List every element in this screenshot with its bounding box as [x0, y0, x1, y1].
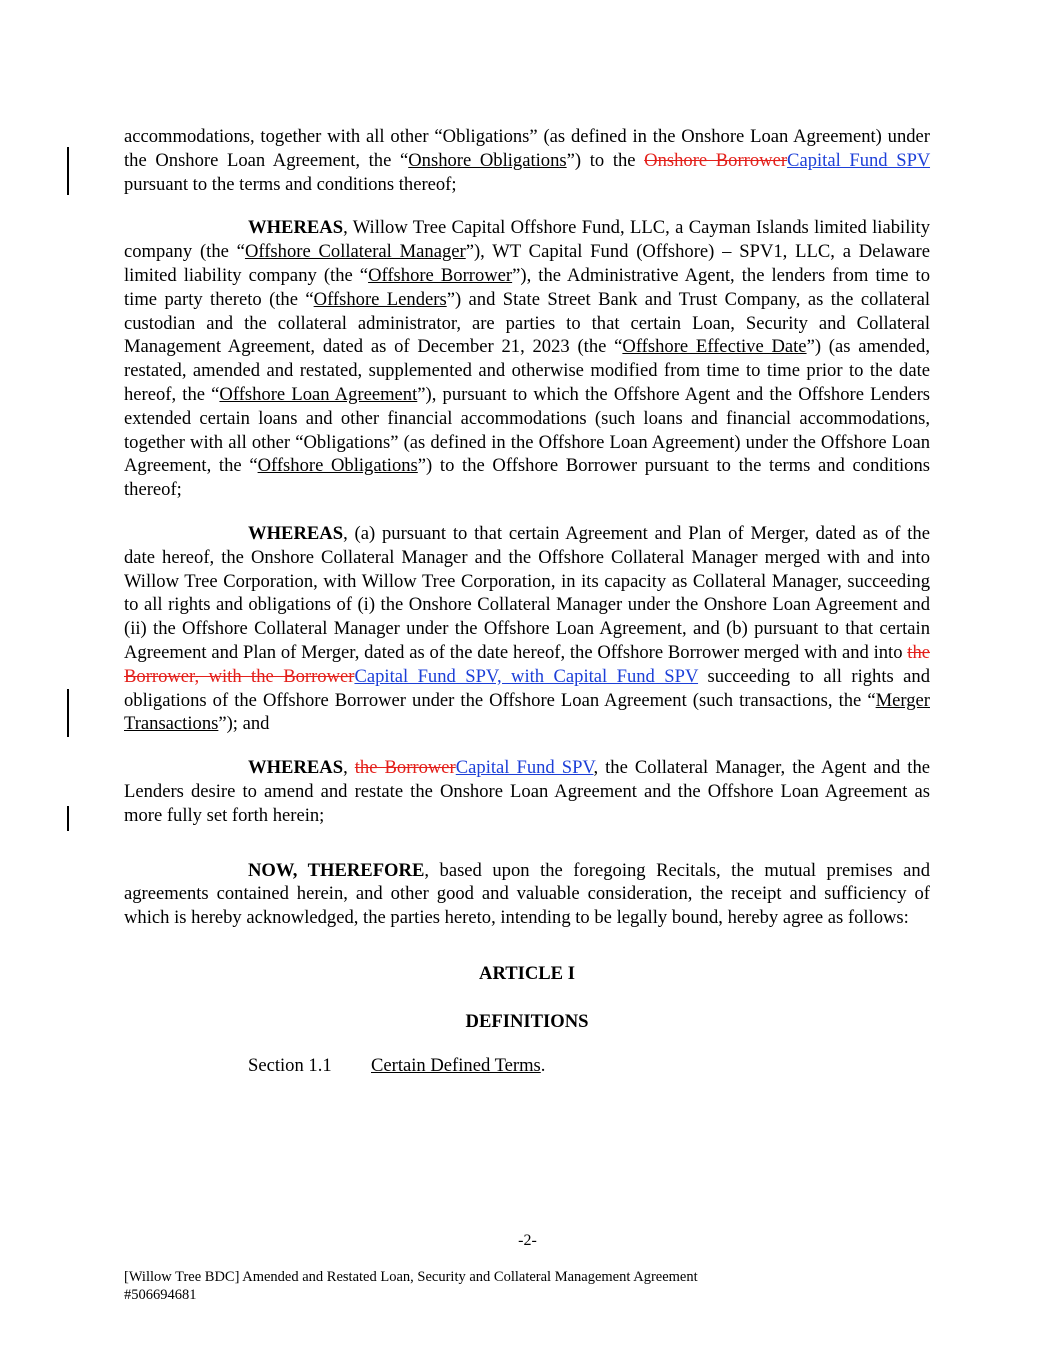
paragraph-whereas-merger: WHEREAS, (a) pursuant to that certain Agreement and Plan of Merger, dated as of the date hereof, the Onshore Collateral Manager and the Offshore Collateral Manager merged with and into Willow Tree Corporation, with Willow Tree Corporation, in its capacity as Collateral Manager, succeeding to all rights and obligations of (i) the Onshore Collateral Manager under the Onshore Loan Agreement and (ii) the Offshore Collateral Manager under the Offshore Loan Agreement, and (b) pursuant to that certain Agreement and Plan of Merger, dated as of the date hereof, the Offshore Borrower merged with and into the Borrower, with the BorrowerCapital Fund SPV, with Capital Fund SPV succeeding to all rights and obligations of the Offshore Borrower under the Offshore Loan Agreement (such transactions, the “Merger Transactions”); and [124, 522, 931, 735]
change-bar [67, 806, 69, 831]
page-number: -2- [518, 1232, 537, 1249]
paragraph-onshore-obligations: accommodations, together with all other “Obligations” (as defined in the Onshore Loan Agreement) under the Onshore Loan Agreement, the “Onshore Obligations”) to the Onshore BorrowerCapital Fund SPV pursuant to the terms and conditions thereof; [124, 126, 931, 195]
deleted-text: Onshore Borrower [644, 149, 788, 171]
defined-term: Offshore Obligations [257, 455, 418, 477]
change-bar [67, 147, 69, 195]
article-heading: ARTICLE I [479, 962, 575, 984]
defined-term: Onshore Obligations [408, 149, 567, 171]
paragraph-now-therefore: NOW, THEREFORE, based upon the foregoing Recitals, the mutual premises and agreements contained herein, and other good and valuable consideration, the receipt and sufficiency of which is hereby acknowledged, the parties hereto, intending to be legally bound, hereby agree as follows: [124, 859, 930, 929]
document-body [124, 125, 930, 1077]
whereas-label: WHEREAS [248, 217, 344, 239]
section-number: Section 1.1 [248, 1054, 332, 1076]
now-therefore-label: NOW, THEREFORE [248, 859, 425, 881]
document-footer [124, 1268, 698, 1304]
paragraph-whereas-offshore: WHEREAS, Willow Tree Capital Offshore Fund, LLC, a Cayman Islands limited liability company (the “Offshore Collateral Manager”), WT Capital Fund (Offshore) – SPV1, LLC, a Delaware limited liability company (the “Offshore Borrower”), the Administrative Agent, the lenders from time to time party thereto (the “Offshore Lenders”) and State Street Bank and Trust Company, as the collateral custodian and the collateral administrator, are parties to that certain Loan, Security and Collateral Management Agreement, dated as of December 21, 2023 (the “Offshore Effective Date”) (as amended, restated, amended and restated, supplemented and otherwise modified from time to time prior to the date hereof, the “Offshore Loan Agreement”), pursuant to which the Offshore Agent and the Offshore Lenders extended certain loans and other financial accommodations (such loans and financial accommodations, together with all other “Obligations” (as defined in the Offshore Loan Agreement) under the Offshore Loan Agreement, the “Offshore Obligations”) to the Offshore Borrower pursuant to the terms and conditions thereof; [124, 217, 931, 501]
definitions-heading: DEFINITIONS [465, 1010, 589, 1032]
inserted-text: Capital Fund SPV, with Capital Fund SPV [354, 665, 699, 687]
section-title: Certain Defined Terms [371, 1054, 541, 1076]
inserted-text: Capital Fund SPV [787, 149, 931, 171]
footer-doc-id: #506694681 [124, 1287, 197, 1303]
paragraph-whereas-amend: WHEREAS, the BorrowerCapital Fund SPV, the Collateral Manager, the Agent and the Lenders desire to amend and restate the Onshore Loan Agreement and the Offshore Loan Agreement as more fully set forth herein; [124, 757, 930, 826]
deleted-text: the Borrower [354, 757, 456, 779]
footer-title: [Willow Tree BDC] Amended and Restated Loan, Security and Collateral Management Agreement [124, 1269, 698, 1285]
defined-term: Offshore Collateral Manager [244, 241, 466, 263]
deleted-text: the Borrower, with the Borrower [124, 641, 930, 687]
inserted-text: Capital Fund SPV [455, 757, 594, 779]
whereas-label: WHEREAS [248, 757, 344, 779]
defined-term: Offshore Effective Date [622, 336, 807, 358]
defined-term: Offshore Loan Agreement [219, 383, 418, 405]
section-heading: Section 1.1 Certain Defined Terms. [248, 1054, 546, 1076]
defined-term: Offshore Lenders [313, 288, 447, 310]
whereas-label: WHEREAS [248, 522, 344, 544]
defined-term: Merger Transactions [124, 689, 930, 735]
change-bar [67, 689, 69, 737]
defined-term: Offshore Borrower [368, 264, 513, 286]
